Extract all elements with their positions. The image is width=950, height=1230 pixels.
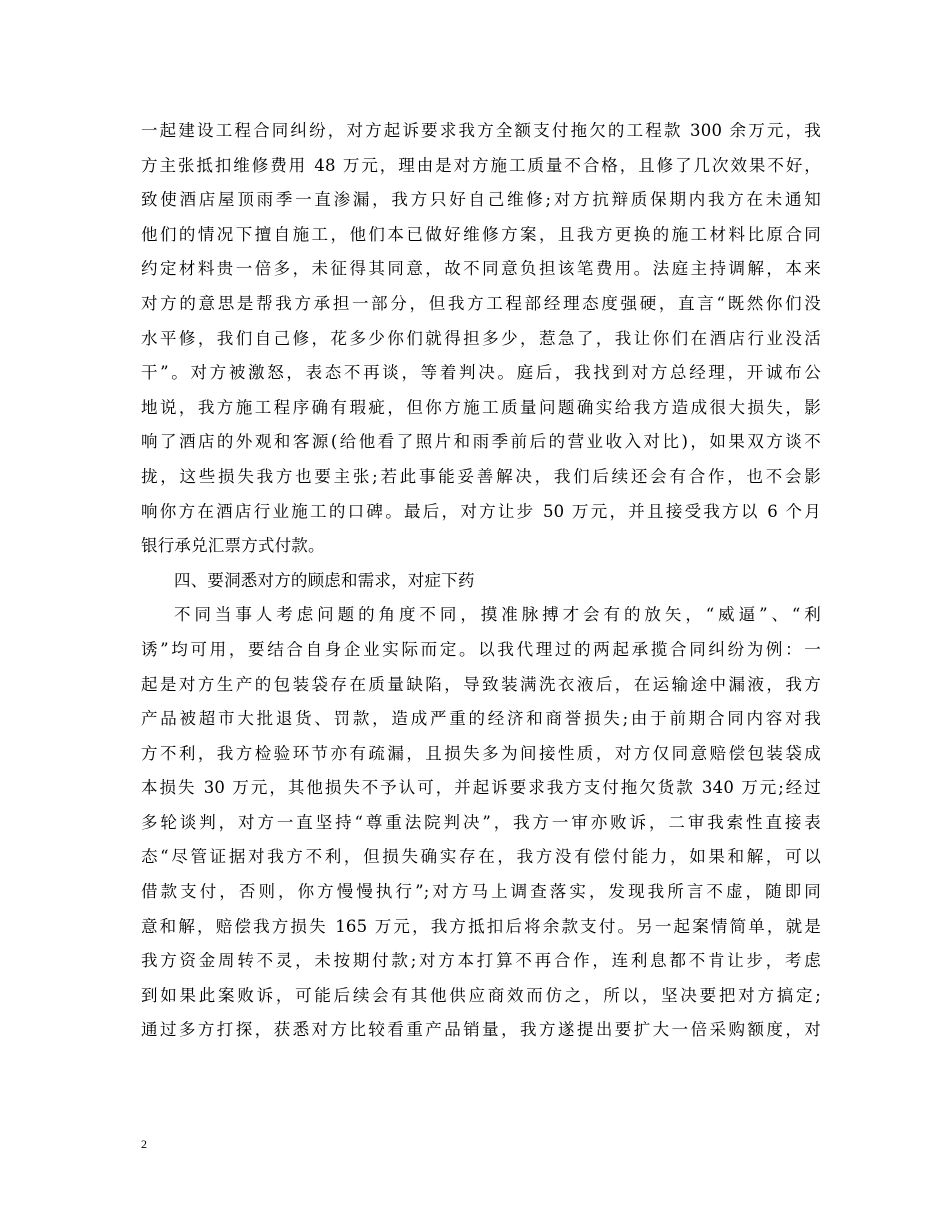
text-line: 本损失 30 万元，其他损失不予认可，并起诉要求我方支付拖欠货款 340 万元;经过 xyxy=(141,778,821,798)
text-line: 不同当事人考虑问题的角度不同，摸准脉搏才会有的放矢，“威逼”、“利 xyxy=(174,605,821,625)
text-line: 银行承兑汇票方式付款。 xyxy=(141,536,325,556)
text-line: 借款支付，否则，你方慢慢执行”;对方马上调查落实，发现我所言不虚，随即同 xyxy=(141,882,821,902)
text-line: 诱”均可用，要结合自身企业实际而定。以我代理过的两起承揽合同纠纷为例：一 xyxy=(141,639,821,659)
text-line: 一起建设工程合同纠纷，对方起诉要求我方全额支付拖欠的工程款 300 余万元，我 xyxy=(141,121,821,140)
text-line: 到如果此案败诉，可能后续会有其他供应商效而仿之，所以，坚决要把对方搞定; xyxy=(141,985,821,1005)
text-line: 意和解，赔偿我方损失 165 万元，我方抵扣后将余款支付。另一起案情简单，就是 xyxy=(141,916,821,936)
text-line: 方不利，我方检验环节亦有疏漏，且损失多为间接性质，对方仅同意赔偿包装袋成 xyxy=(141,743,821,763)
page-number: 2 xyxy=(141,1137,147,1151)
text-line: 多轮谈判，对方一直坚持“尊重法院判决”，我方一审亦败诉，二审我索性直接表 xyxy=(141,812,821,832)
text-line: 约定材料贵一倍多，未征得其同意，故不同意负担该笔费用。法庭主持调解，本来 xyxy=(141,259,821,279)
text-line: 起是对方生产的包装袋存在质量缺陷，导致装满洗衣液后，在运输途中漏液，我方 xyxy=(141,674,821,694)
text-line: 态“尽管证据对我方不利，但损失确实存在，我方没有偿付能力，如果和解，可以 xyxy=(141,847,821,867)
section-heading: 四、要洞悉对方的顾虑和需求，对症下药 xyxy=(174,570,475,590)
text-line: 响了酒店的外观和客源(给他看了照片和雨季前后的营业收入对比)，如果双方谈不 xyxy=(141,432,821,452)
text-line: 致使酒店屋顶雨季一直渗漏，我方只好自己维修;对方抗辩质保期内我方在未通知 xyxy=(141,190,821,210)
text-line: 水平修，我们自己修，花多少你们就得担多少，惹急了，我让你们在酒店行业没活 xyxy=(141,328,821,348)
text-line: 地说，我方施工程序确有瑕疵，但你方施工质量问题确实给我方造成很大损失，影 xyxy=(141,397,821,417)
text-line: 方主张抵扣维修费用 48 万元，理由是对方施工质量不合格，且修了几次效果不好， xyxy=(141,155,821,175)
text-line: 他们的情况下擅自施工，他们本已做好维修方案，且我方更换的施工材料比原合同 xyxy=(141,224,821,244)
text-line: 通过多方打探，获悉对方比较看重产品销量，我方遂提出要扩大一倍采购额度，对 xyxy=(141,1020,821,1040)
text-line: 拢，这些损失我方也要主张;若此事能妥善解决，我们后续还会有合作，也不会影 xyxy=(141,466,821,486)
text-line: 干”。对方被激怒，表态不再谈，等着判决。庭后，我找到对方总经理，开诚布公 xyxy=(141,363,821,383)
body-text xyxy=(141,114,821,1048)
text-line: 对方的意思是帮我方承担一部分，但我方工程部经理态度强硬，直言“既然你们没 xyxy=(141,293,821,313)
text-line: 响你方在酒店行业施工的口碑。最后，对方让步 50 万元，并且接受我方以 6 个月 xyxy=(141,501,821,521)
text-line: 我方资金周转不灵，未按期付款;对方本打算不再合作，连利息都不肯让步，考虑 xyxy=(141,951,821,971)
text-line: 产品被超市大批退货、罚款，造成严重的经济和商誉损失;由于前期合同内容对我 xyxy=(141,709,821,729)
